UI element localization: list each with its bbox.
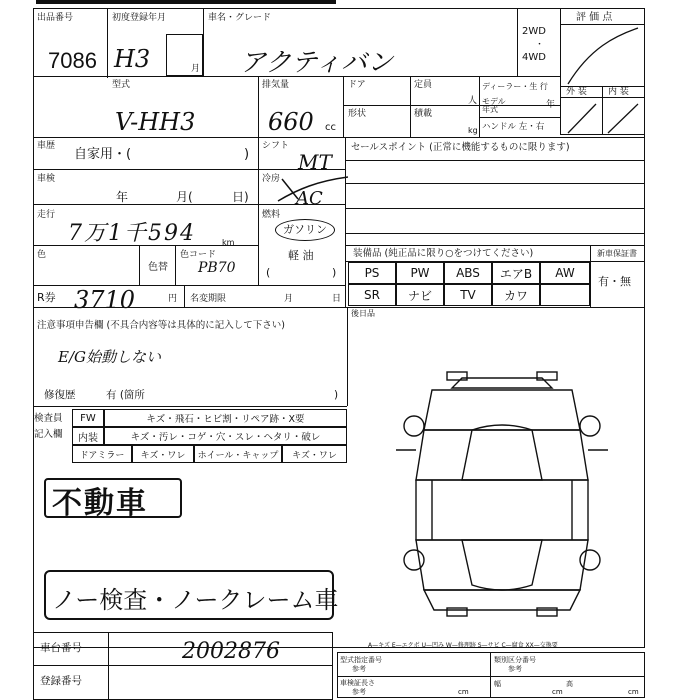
cooling-label: 冷房 xyxy=(262,174,281,184)
equip-cell: PW xyxy=(396,262,444,284)
repair-label: 修復歴 xyxy=(44,389,76,401)
repair-value: 有 (箇所 xyxy=(106,389,145,401)
repair-close: ) xyxy=(334,389,339,401)
drive-dot: ・ xyxy=(535,40,545,50)
reg-month-unit: 月 xyxy=(191,64,201,74)
shift-value: MT xyxy=(298,150,332,174)
recycle-month: 月 xyxy=(284,294,294,304)
color-code-label: 色コード xyxy=(180,250,217,260)
inspection-month: 月( xyxy=(176,190,193,204)
capacity-label: 定員 xyxy=(414,80,433,90)
recycle-change-label: 名変期限 xyxy=(190,294,227,304)
notes-title: 注意事項申告欄 (不具合内容等は具体的に記入して下さい) xyxy=(37,320,285,331)
inspection-day: 日) xyxy=(232,190,249,204)
registration-label: 登録番号 xyxy=(40,675,82,687)
history-close: ) xyxy=(244,147,250,162)
history-value: 自家用・( xyxy=(74,147,132,162)
rating-title: 評 価 点 xyxy=(576,12,613,23)
handle-label: ハンドル 左・右 xyxy=(482,122,545,132)
reg-label: 初度登録年月 xyxy=(112,13,167,23)
chassis-value: 2002876 xyxy=(182,639,280,664)
stamp-immobile: 不動車 xyxy=(52,486,148,521)
shape-label: 形状 xyxy=(348,109,367,119)
height-cm: cm xyxy=(628,688,639,696)
inspector-key: FW xyxy=(72,409,104,427)
name-label: 車名・グレード xyxy=(208,13,272,23)
recycle-day: 日 xyxy=(332,294,342,304)
dealer-label: ディーラー・生 行 xyxy=(482,82,548,91)
displacement-value: 660 xyxy=(268,108,314,136)
car-diagram xyxy=(392,370,612,620)
damage-legend: A—キズ E—エクボ U—凹み W—修理跡 S—サビ C—腐食 XX—交換要 xyxy=(368,642,558,649)
capacity-unit: 人 xyxy=(468,96,478,106)
inspector-label1: 検査員 xyxy=(34,413,63,424)
name-value: アクティバン xyxy=(240,48,394,78)
equip-cell: ABS xyxy=(444,262,492,284)
length-ref: 参考 xyxy=(352,688,366,696)
recycle-label: R券 xyxy=(37,291,56,304)
fuel-label: 燃料 xyxy=(262,210,281,220)
mileage-value: 7万1千594 xyxy=(68,221,196,246)
shift-label: シフト xyxy=(262,141,290,151)
inspector-text: キズ・汚レ・コゲ・穴・スレ・ヘタリ・破レ xyxy=(104,427,347,445)
lot-value: 7086 xyxy=(48,48,97,73)
equip-cell: SR xyxy=(348,284,396,306)
color-code-value: PB70 xyxy=(198,260,236,276)
notes-handwritten: E/G始動しない xyxy=(58,348,161,366)
equipment-new-label: 新車保証書 xyxy=(597,249,637,258)
mileage-unit: km xyxy=(222,238,235,247)
class-no-label: 類別区分番号 xyxy=(494,656,536,664)
rating-strikes xyxy=(560,8,645,135)
color-label: 色 xyxy=(37,250,47,260)
cooling-strike xyxy=(258,169,348,209)
inspector-text: キズ・飛石・ヒビ割・リペア跡・X要 xyxy=(104,409,347,427)
class-no-ref: 参考 xyxy=(508,665,522,673)
cooling-value: AC xyxy=(296,188,323,209)
rating-interior: 内 装 xyxy=(608,87,629,97)
equipment-new-value: 有・無 xyxy=(598,275,631,288)
equipment-label: 装備品 (純正品に限り○をつけてください) xyxy=(353,248,534,259)
inspector-key: 内装 xyxy=(72,427,104,445)
model-year-unit: 年 xyxy=(546,100,556,110)
spec-box xyxy=(337,652,645,698)
rating-exterior: 外 装 xyxy=(566,87,587,97)
inspection-year: 年 xyxy=(116,190,129,204)
fuel-value: ガソリン xyxy=(283,223,327,236)
history-label: 車歴 xyxy=(37,141,56,151)
equip-cell: PS xyxy=(348,262,396,284)
equip-cell: TV xyxy=(444,284,492,306)
fuel-paren-open: ( xyxy=(266,266,271,279)
lot-label: 出品番号 xyxy=(37,13,74,23)
equip-cell xyxy=(540,284,590,306)
fuel-paren-close: ) xyxy=(332,266,337,279)
inspection-label: 車検 xyxy=(37,174,56,184)
reg-year: H3 xyxy=(114,45,151,73)
drive-4wd: 4WD xyxy=(522,52,546,63)
sales-label: セールスポイント (正常に機能するものに限ります) xyxy=(351,142,570,153)
recycle-yen: 円 xyxy=(168,294,178,304)
width-label: 幅 xyxy=(494,680,501,688)
model-year-label: モデル年式 xyxy=(482,97,506,114)
type-cert-ref: 参考 xyxy=(352,665,366,673)
stamp-noclaim: ノー検査・ノークレーム車 xyxy=(52,586,339,614)
door-label: ドア xyxy=(348,80,366,90)
equip-cell: ナビ xyxy=(396,284,444,306)
displacement-label: 排気量 xyxy=(262,80,290,90)
equip-cell: AW xyxy=(540,262,590,284)
type-label: 型式 xyxy=(112,80,131,90)
height-label: 高 xyxy=(566,680,573,688)
width-cm: cm xyxy=(552,688,563,696)
equip-cell: エアB xyxy=(492,262,540,284)
equip-cell: カワ xyxy=(492,284,540,306)
inspector-cell: キズ・ワレ xyxy=(132,445,194,463)
recycle-value: 3710 xyxy=(74,286,136,314)
inspector-cell: キズ・ワレ xyxy=(282,445,347,463)
mileage-label: 走行 xyxy=(37,210,56,220)
type-cert-label: 型式指定番号 xyxy=(340,656,382,664)
after-label: 後日品 xyxy=(351,309,375,318)
color-change-label: 色替 xyxy=(148,262,168,273)
load-unit: kg xyxy=(468,126,478,135)
length-cm: cm xyxy=(458,688,469,696)
chassis-label: 車台番号 xyxy=(40,642,82,654)
inspector-label2: 記入欄 xyxy=(34,429,63,440)
fuel-diesel: 軽 油 xyxy=(288,249,314,262)
length-label: 車検証長さ xyxy=(340,679,375,687)
drive-2wd: 2WD xyxy=(522,26,546,37)
type-value: V-HH3 xyxy=(115,108,196,136)
inspector-cell: ホイール・キャップ xyxy=(194,445,282,463)
load-label: 積載 xyxy=(414,109,433,119)
inspector-cell: ドアミラー xyxy=(72,445,132,463)
displacement-unit: cc xyxy=(325,122,336,133)
top-strip xyxy=(36,0,336,4)
